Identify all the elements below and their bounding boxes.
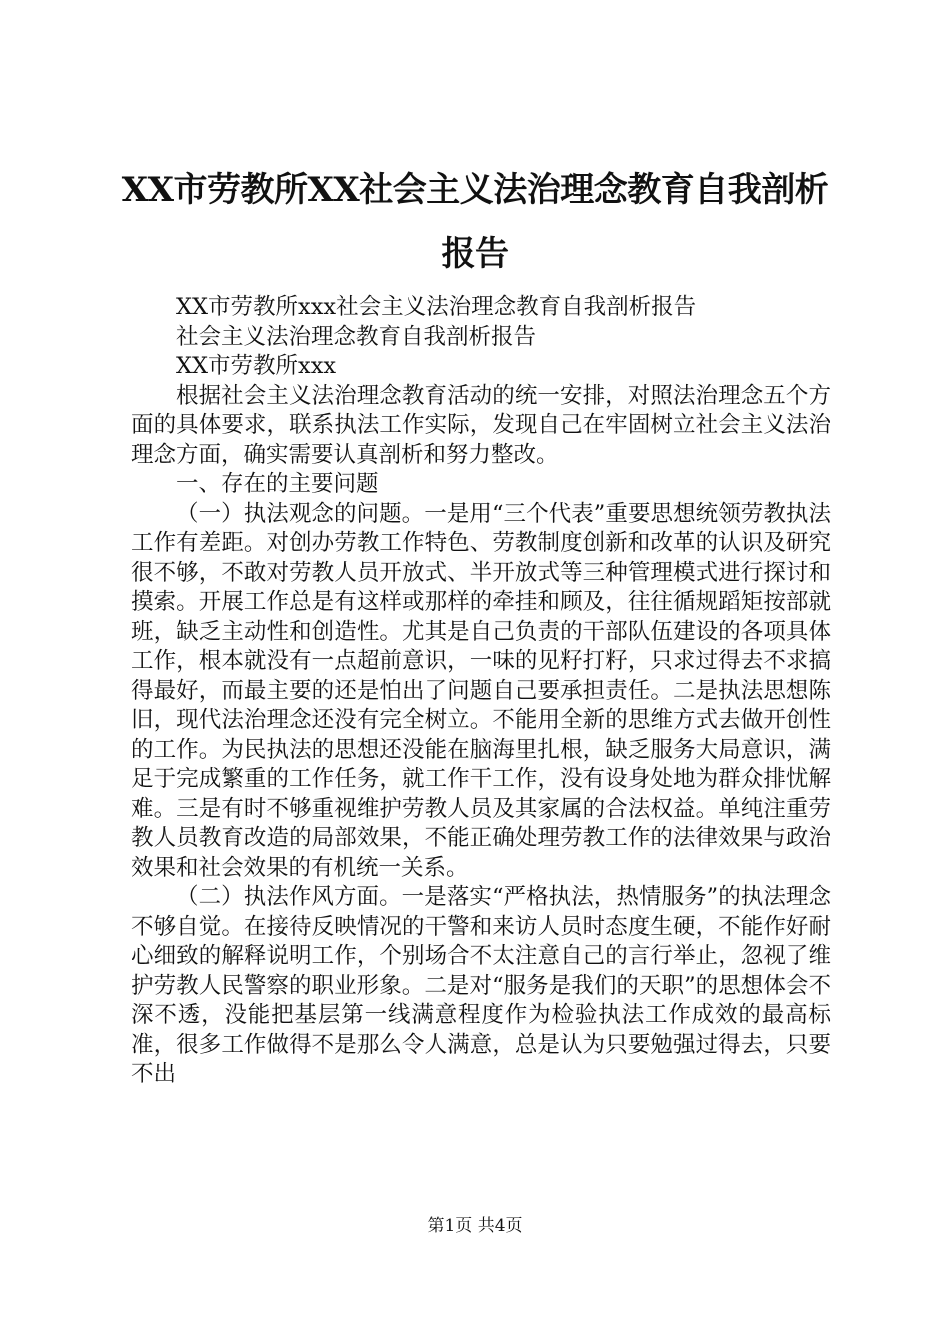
author-line: XX市劳教所xxx [176,353,337,379]
subtitle-line: XX市劳教所xxx社会主义法治理念教育自我剖析报告 [176,294,697,320]
section-heading: 一、存在的主要问题 [176,471,379,497]
document-title: XX市劳教所XX社会主义法治理念教育自我剖析报告 [121,170,829,274]
body-paragraph: （一）执法观念的问题。一是用“三个代表”重要思想统领劳教执法工作有差距。对创办劳教工作特色、劳教制度创新和改革的认识及研究很不够，不敢对劳教人员开放式、半开放式等三种管理模式进行探讨和摸索。开展工作总是有这样或那样的牵挂和顾及，往往循规蹈矩按部就班，缺乏主动性和创造性。尤其是自己负责的干部队伍建设的各项具体工作，根本就没有一点超前意识，一味的见籽打籽，只求过得去不求搞得最好，而最主要的还是怕出了问题自己要承担责任。二是执法思想陈旧，现代法治理念还没有完全树立。不能用全新的思维方式去做开创性的工作。为民执法的思想还没能在脑海里扎根，缺乏服务大局意识，满足于完成繁重的工作任务，就工作干工作，没有设身处地为群众排忧解难。三是有时不够重视维护劳教人员及其家属的合法权益。单纯注重劳教人员教育改造的局部效果，不能正确处理劳教工作的法律效果与政治效果和社会效果的有机统一关系。 [131,500,831,881]
body-paragraph: （二）执法作风方面。一是落实“严格执法，热情服务”的执法理念不够自觉。在接待反映情况的干警和来访人员时态度生硬，不能作好耐心细致的解释说明工作，个别场合不太注意自己的言行举止，忽视了维护劳教人民警察的职业形象。二是对“服务是我们的天职”的思想体会不深不透，没能把基层第一线满意程度作为检验执法工作成效的最高标准，很多工作做得不是那么令人满意，总是认为只要勉强过得去，只要不出 [131,884,831,1087]
intro-paragraph: 根据社会主义法治理念教育活动的统一安排，对照法治理念五个方面的具体要求，联系执法工作实际，发现自己在牢固树立社会主义法治理念方面，确实需要认真剖析和努力整改。 [131,382,831,468]
document-body [131,293,831,1090]
subtitle-line: 社会主义法治理念教育自我剖析报告 [176,323,537,350]
page-number: 第1页 共4页 [427,1216,523,1236]
